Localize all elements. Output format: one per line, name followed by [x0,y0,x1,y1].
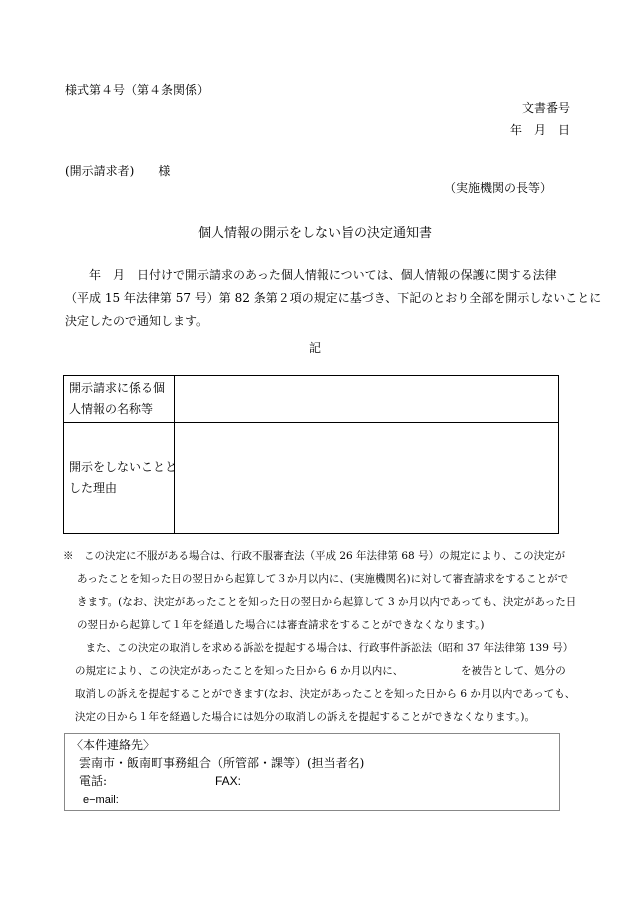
fax-label: FAX: [215,774,242,788]
reason-value [175,423,559,534]
body-line-2: （平成 15 年法律第 57 号）第 82 条第２項の規定に基づき、下記のとおり全部を開示しないことに [65,291,602,305]
note-line-5: また、この決定の取消しを求める訴訟を提起する場合は、行政事件訴訟法（昭和 37 年法律第 139 号） [75,642,574,654]
form-number: 様式第４号（第４条関係） [65,83,210,97]
reason-label-line-2: した理由 [69,481,118,495]
ki-heading: 記 [308,341,321,355]
note-line-1: ※ この決定に不服がある場合は、行政不服審査法（平成 26 年法律第 68 号）の規定により、この決定が [63,550,566,562]
agency-head: （実施機関の長等） [443,181,552,195]
body-line-1: 年 月 日付けで開示請求のあった個人情報については、個人情報の保護に関する法律 [65,268,557,282]
notice-body [65,264,602,333]
phone-label: 電話: [79,774,108,788]
table-row [64,376,559,423]
info-table [63,375,559,534]
appeal-notes [63,545,577,729]
note-line-4: の翌日から起算して１年を経過した場合には審査請求をすることができなくなります。) [77,619,485,631]
table-row [64,423,559,534]
date-line: 年 月 日 [509,123,570,137]
document-title: 個人情報の開示をしない旨の決定通知書 [197,226,432,241]
body-line-3: 決定したので通知します。 [65,314,209,328]
note-line-7: 取消しの訴えを提起することができます(なお、決定があったことを知った日から 6 か月以内であっても、 [75,688,576,700]
note-line-8: 決定の日から１年を経過した場合には処分の取消しの訴えを提起することができなくなります。)。 [75,711,536,723]
info-name-label-line-2: 人情報の名称等 [69,402,154,416]
info-name-value [175,376,559,423]
requester-address: (開示請求者) 様 [65,164,171,178]
note-line-3: きます。(なお、決定があったことを知った日の翌日から起算して 3 か月以内であっても、決定があった日 [77,596,577,608]
contact-box [64,733,560,811]
note-line-6: の規定により、この決定があったことを知った日から 6 か月以内に、 を被告として、処分の [75,665,566,677]
info-name-label-line-1: 開示請求に係る個 [69,381,166,395]
reason-label [64,423,178,534]
info-name-label [64,376,175,423]
note-line-2: あったことを知った日の翌日から起算して３か月以内に、(実施機関名)に対して審査請求をすることがで [77,573,569,585]
reason-label-line-1: 開示をしないことと [69,460,178,474]
contact-heading: 〈本件連絡先〉 [71,738,156,752]
document-number-label: 文書番号 [521,101,570,115]
contact-org: 雲南市・飯南町事務組合（所管部・課等）(担当者名) [79,756,365,770]
email-label: e−mail: [83,794,119,806]
